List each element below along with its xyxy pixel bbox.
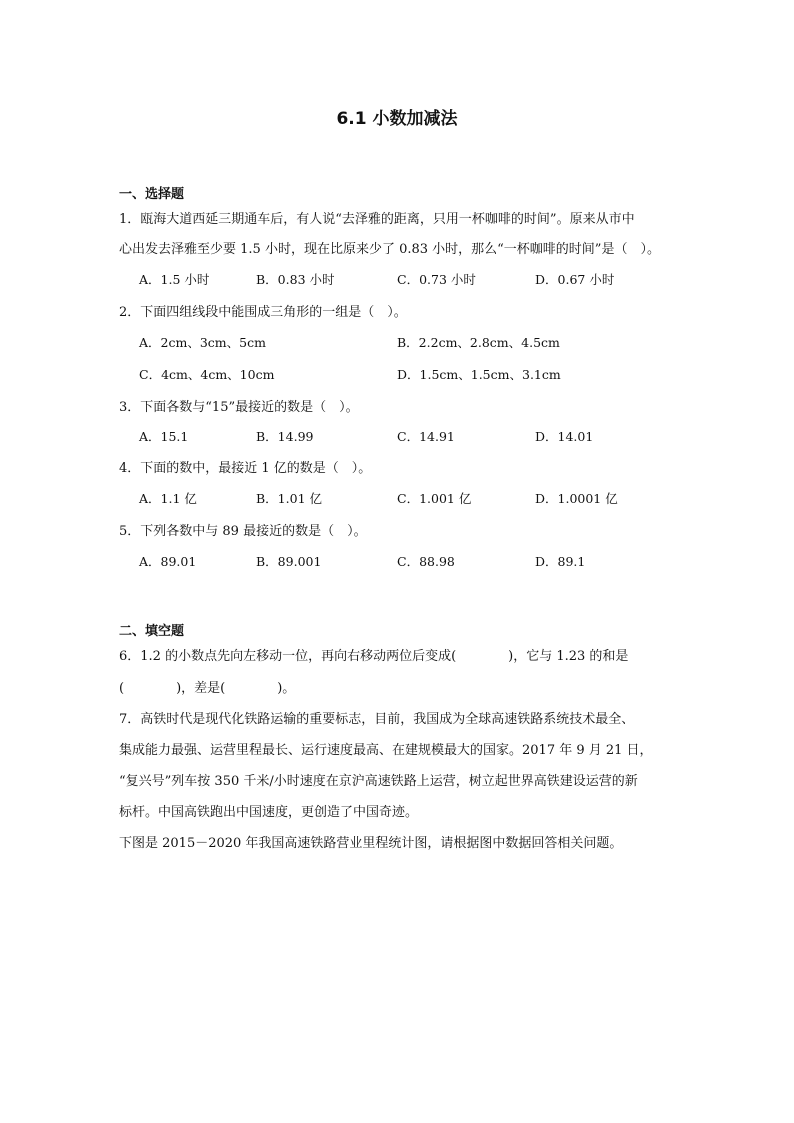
q6-line2: ( )，差是( )。 [119, 681, 296, 696]
q5-option-a: A．89.01 [139, 554, 197, 569]
q7-line1: 7．高铁时代是现代化铁路运输的重要标志，目前，我国成为全球高速铁路系统技术最全、 [119, 712, 635, 727]
q2-stem: 2．下面四组线段中能围成三角形的一组是（ ）。 [119, 305, 407, 320]
q7-line4: 标杆。中国高铁跑出中国速度，更创造了中国奇迹。 [119, 805, 419, 820]
q2-option-a: A．2cm、3cm、5cm [139, 335, 266, 350]
q1-option-c: C．0.73 小时 [397, 272, 476, 287]
q4-option-d: D．1.0001 亿 [535, 491, 618, 506]
q3-option-a: A．15.1 [139, 429, 189, 444]
q5-option-d: D．89.1 [535, 554, 586, 569]
q4-option-c: C．1.001 亿 [397, 491, 472, 506]
q5-option-b: B．89.001 [256, 554, 322, 569]
q5-option-c: C．88.98 [397, 554, 455, 569]
q7-line5: 下图是 2015－2020 年我国高速铁路营业里程统计图，请根据图中数据回答相关问题。 [119, 836, 623, 851]
q4-option-a: A．1.1 亿 [139, 491, 197, 506]
q1-option-d: D．0.67 小时 [535, 272, 615, 287]
q3-option-d: D．14.01 [535, 429, 594, 444]
q5-stem: 5．下列各数中与 89 最接近的数是（ ）。 [119, 524, 367, 539]
q7-line2: 集成能力最强、运营里程最长、运行速度最高、在建规模最大的国家。2017 年 9 月 21 日， [119, 743, 653, 758]
q2-option-b: B．2.2cm、2.8cm、4.5cm [397, 335, 560, 350]
q4-stem: 4．下面的数中，最接近 1 亿的数是（ ）。 [119, 461, 372, 476]
section-heading-choice: 一、选择题 [119, 187, 185, 202]
q2-option-d: D．1.5cm、1.5cm、3.1cm [397, 367, 561, 382]
section-heading-fill-blank: 二、填空题 [119, 624, 185, 639]
q1-stem-line2: 心出发去泽雅至少要 1.5 小时，现在比原来少了 0.83 小时，那么“一杯咖啡的时间”是（ ）。 [119, 242, 660, 257]
q2-option-c: C．4cm、4cm、10cm [139, 367, 275, 382]
q3-option-b: B．14.99 [256, 429, 314, 444]
q6-line1: 6．1.2 的小数点先向左移动一位，再向右移动两位后变成( )，它与 1.23 的和是 [119, 649, 629, 664]
q4-option-b: B．1.01 亿 [256, 491, 322, 506]
q7-line3: “复兴号”列车按 350 千米/小时速度在京沪高速铁路上运营，树立起世界高铁建设运营的新 [119, 774, 638, 789]
q1-option-b: B．0.83 小时 [256, 272, 335, 287]
q3-option-c: C．14.91 [397, 429, 455, 444]
q3-stem: 3．下面各数与“15”最接近的数是（ ）。 [119, 400, 359, 415]
q1-stem-line1: 1．瓯海大道西延三期通车后，有人说“去泽雅的距离，只用一杯咖啡的时间”。原来从市中 [119, 212, 635, 227]
q1-option-a: A．1.5 小时 [139, 272, 210, 287]
page-title: 6.1 小数加减法 [336, 109, 458, 129]
